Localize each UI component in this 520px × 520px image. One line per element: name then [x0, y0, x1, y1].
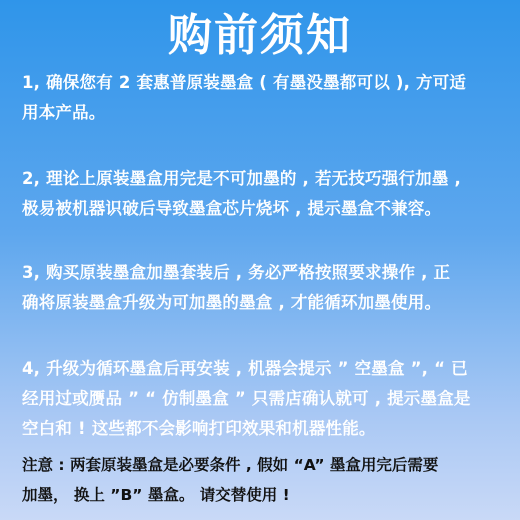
notice-item-1-line-2: 用本产品。 [22, 103, 106, 122]
notice-item-3-line-1: 3, 购买原装墨盒加墨套装后 , 务必严格按照要求操作 , 正 [22, 263, 451, 282]
notice-item-3 [22, 258, 500, 318]
notice-item-4-line-1: 4, 升级为循环墨盒后再安装 , 机器会提示 ” 空墨盒 ”, “ 已 [22, 359, 468, 378]
notice-item-2-line-2: 极易被机器识破后导致墨盒芯片烧坏 , 提示墨盒不兼容。 [22, 199, 442, 218]
attention-note-line-1: 注意 : 两套原装墨盒是必要条件 , 假如 “A” 墨盒用完后需要 [22, 456, 439, 474]
notice-item-1-line-1: 1, 确保您有 2 套惠普原装墨盒 ( 有墨没墨都可以 ), 方可适 [22, 73, 467, 92]
notice-item-4-line-3: 空白和 ! 这些都不会影响打印效果和机器性能。 [22, 419, 376, 438]
notice-item-2 [22, 164, 500, 224]
page-title: 购前须知 [168, 10, 352, 61]
notice-item-4 [22, 354, 500, 444]
notice-item-2-line-1: 2, 理论上原装墨盒用完是不可加墨的 , 若无技巧强行加墨 , [22, 169, 461, 188]
attention-note [22, 450, 502, 510]
notice-item-1 [22, 68, 500, 128]
notice-item-4-line-2: 经用过或赝品 ” “ 仿制墨盒 ” 只需店确认就可 , 提示墨盒是 [22, 389, 471, 408]
attention-note-line-2: 加墨， 换上 ”B” 墨盒。 请交替使用 ! [22, 486, 290, 504]
notice-item-3-line-2: 确将原装墨盒升级为可加墨的墨盒 , 才能循环加墨使用。 [22, 293, 442, 312]
